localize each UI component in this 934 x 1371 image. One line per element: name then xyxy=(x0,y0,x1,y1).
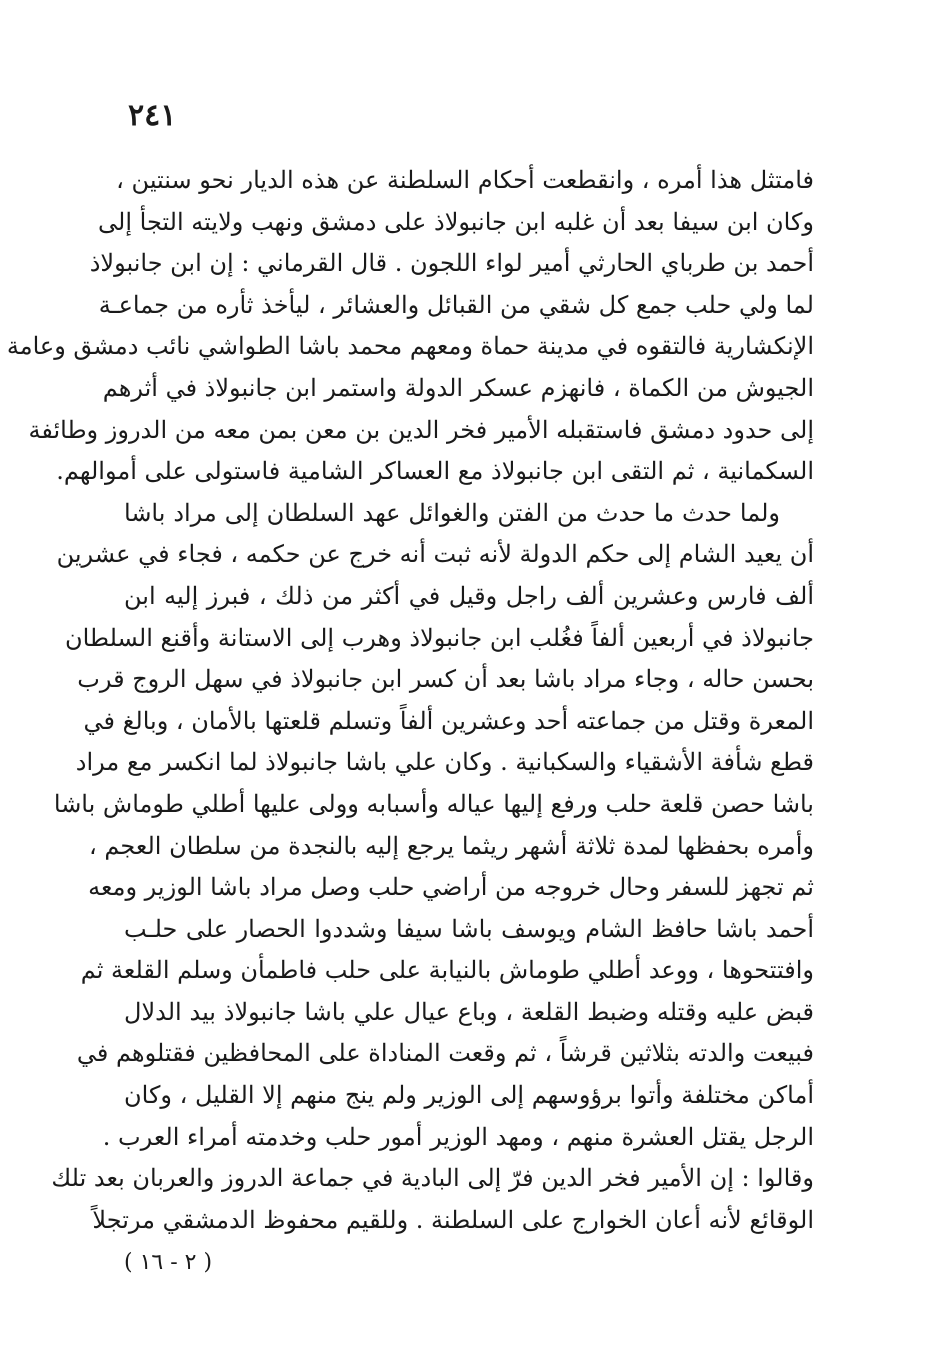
page-number: ٢٤١ xyxy=(128,98,177,133)
text-line: أن يعيد الشام إلى حكم الدولة لأنه ثبت أنه خرج عن حكمه ، فجاء في عشرين xyxy=(56,540,814,569)
text-line: الجيوش من الكماة ، فانهزم عسكر الدولة واستمر ابن جانبولاذ في أثرهم xyxy=(102,373,814,402)
text-line: بحسن حاله ، وجاء مراد باشا بعد أن كسر ابن جانبولاذ في سهل الروج قرب xyxy=(77,665,814,694)
text-line: المعرة وقتل من جماعته أحد وعشرين ألفاً وتسلم قلعتها بالأمان ، وبالغ في xyxy=(83,706,814,735)
text-line: فبيعت والدته بثلاثين قرشاً ، ثم وقعت المناداة على المحافظين فقتلوهم في xyxy=(76,1039,814,1068)
text-line: باشا حصن قلعة حلب ورفع إليها عياله وأسبابه وولى عليها أطلي طوماش باشا xyxy=(53,789,814,818)
text-line: الوقائع لأنه أعان الخوارج على السلطنة . وللقيم محفوظ الدمشقي مرتجلاً xyxy=(92,1205,814,1234)
text-line: لما ولي حلب جمع كل شقي من القبائل والعشائر ، ليأخذ ثأره من جماعـة xyxy=(98,290,814,319)
text-line: وأمره بحفظها لمدة ثلاثة أشهر ريثما يرجع إليه بالنجدة من سلطان العجم ، xyxy=(89,831,814,860)
text-line: ثم تجهز للسفر وحال خروجه من أراضي حلب وصل مراد باشا الوزير ومعه xyxy=(88,873,814,902)
text-line: قبض عليه وقتله وضبط القلعة ، وباع عيال علي باشا جانبولاذ بيد الدلال xyxy=(124,997,814,1026)
text-line: الرجل يقتل العشرة منهم ، ومهد الوزير أمور حلب وخدمته أمراء العرب . xyxy=(102,1122,814,1151)
text-line: ألف فارس وعشرين ألف راجل وقيل في أكثر من ذلك ، فبرز إليه ابن xyxy=(124,581,814,610)
text-line: جانبولاذ في أربعين ألفاً فغُلب ابن جانبولاذ وهرب إلى الاستانة وأقنع السلطان xyxy=(64,623,814,652)
text-line: أماكن مختلفة وأتوا برؤوسهم إلى الوزير ولم ينج منهم إلا القليل ، وكان xyxy=(124,1081,814,1110)
text-line: أحمد باشا حافظ الشام ويوسف باشا سيفا وشددوا الحصار على حلـب xyxy=(124,914,814,943)
text-line: قطع شأفة الأشقياء والسكبانية . وكان علي باشا جانبولاذ لما انكسر مع مراد xyxy=(75,748,814,777)
text-line: الإنكشارية فالتقوه في مدينة حماة ومعهم محمد باشا الطواشي نائب دمشق وعامة xyxy=(6,332,814,361)
text-line: فامتثل هذا أمره ، وانقطعت أحكام السلطنة عن هذه الديار نحو سنتين ، xyxy=(116,166,814,194)
text-line: وقالوا : إن الأمير فخر الدين فرّ إلى البادية في جماعة الدروز والعربان بعد تلك xyxy=(51,1164,814,1193)
text-line: وافتتحوها ، ووعد أطلي طوماش بالنيابة على حلب فاطمأن وسلم القلعة ثم xyxy=(80,956,814,985)
body-text xyxy=(6,160,814,1241)
text-line: إلى حدود دمشق فاستقبله الأمير فخر الدين بن معن بمن معه من الدروز وطائفة xyxy=(28,415,814,444)
paragraph-start-line: ولما حدث ما حدث من الفتن والغوائل عهد السلطان إلى مراد باشا xyxy=(124,498,780,527)
text-line: أحمد بن طرباي الحارثي أمير لواء اللجون . قال القرماني : إن ابن جانبولاذ xyxy=(89,249,814,278)
paragraph-end-line: السكمانية ، ثم التقى ابن جانبولاذ مع العساكر الشامية فاستولى على أموالهم. xyxy=(56,457,814,486)
signature-mark: ( ٢ - ١٦ ) xyxy=(124,1250,213,1275)
text-line: وكان ابن سيفا بعد أن غلبه ابن جانبولاذ على دمشق ونهب ولايته التجأ إلى xyxy=(98,207,814,236)
